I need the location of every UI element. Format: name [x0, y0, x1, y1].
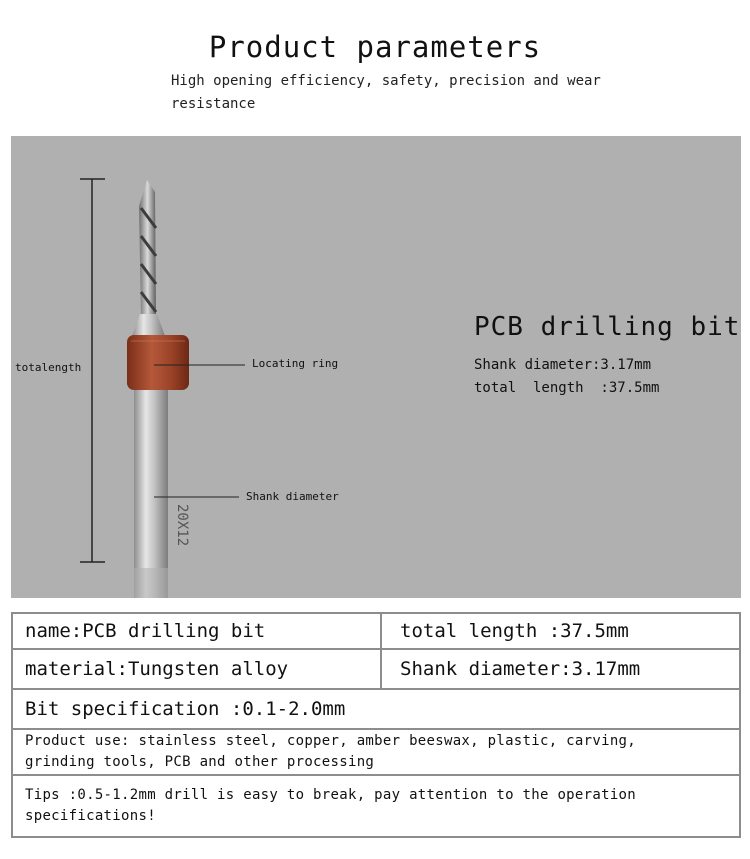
- shank-marking: 20X12: [174, 504, 190, 547]
- spec-name: name:PCB drilling bit: [25, 620, 266, 642]
- shank-diameter-label: Shank diameter: [246, 490, 339, 503]
- spec-total-length: total length :37.5mm: [400, 620, 629, 642]
- locating-ring-label: Locating ring: [252, 357, 339, 370]
- photo-total-length: total length :37.5mm: [474, 380, 660, 396]
- total-length-label: totalength: [15, 361, 82, 374]
- drill-shank: [134, 390, 168, 568]
- product-name: PCB drilling bit: [474, 312, 741, 342]
- drill-flute: [139, 180, 156, 316]
- page-subtitle: High opening efficiency, safety, precision and wear resistance: [171, 73, 601, 112]
- spec-tips: Tips :0.5-1.2mm drill is easy to break, pay attention to the operation specifications!: [25, 787, 637, 824]
- page-title: Product parameters: [208, 30, 542, 64]
- spec-shank-diameter: Shank diameter:3.17mm: [400, 658, 641, 680]
- product-photo: [11, 136, 741, 598]
- spec-material: material:Tungsten alloy: [25, 658, 289, 680]
- spec-product-use: Product use: stainless steel, copper, amber beeswax, plastic, carving, grinding tools, PCB and other processing: [25, 733, 637, 770]
- spec-bit-specification: Bit specification :0.1-2.0mm: [25, 698, 346, 720]
- photo-shank-diameter: Shank diameter:3.17mm: [474, 357, 652, 373]
- spec-table: [11, 612, 741, 838]
- locating-ring: [127, 335, 189, 390]
